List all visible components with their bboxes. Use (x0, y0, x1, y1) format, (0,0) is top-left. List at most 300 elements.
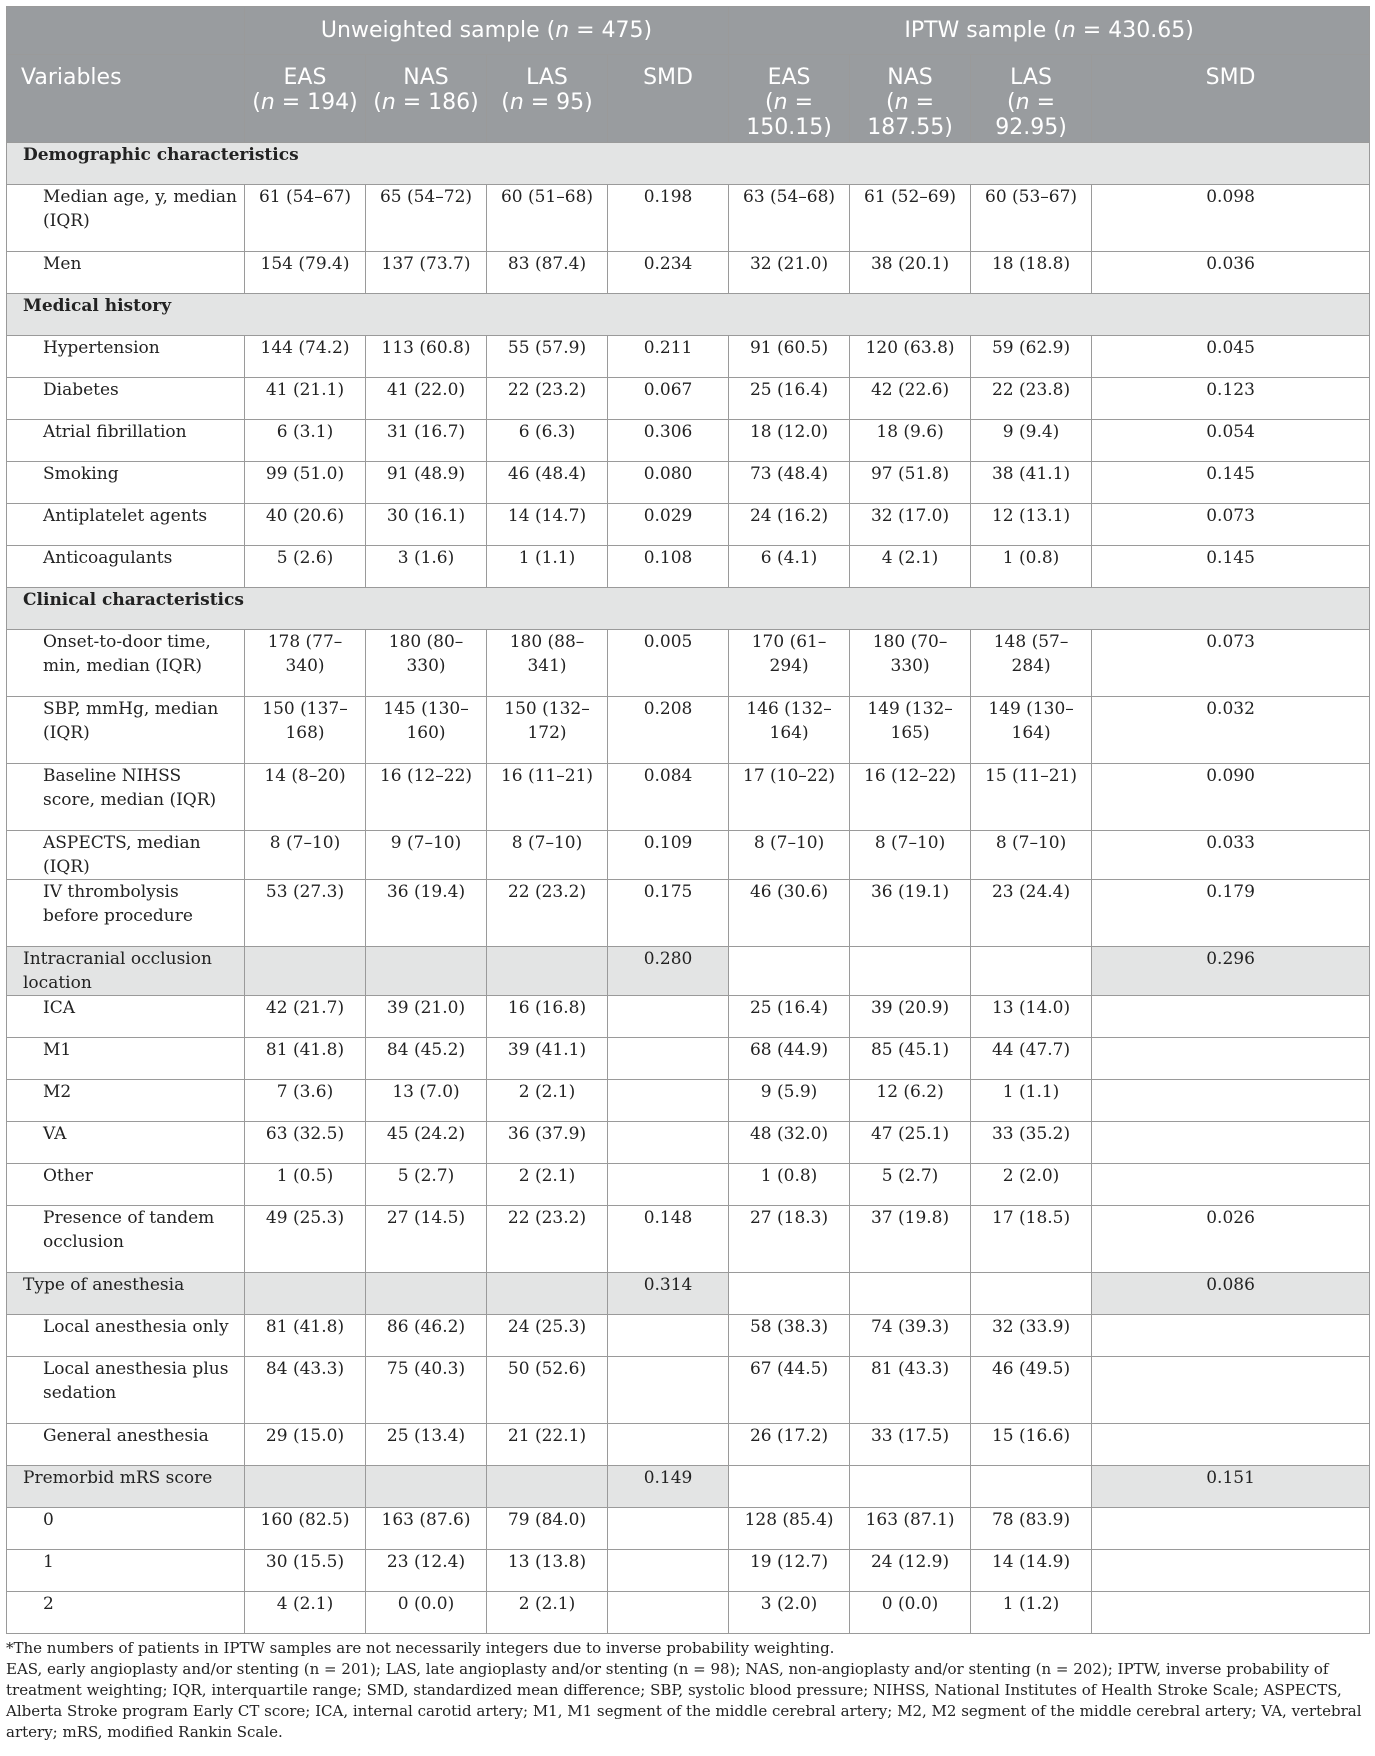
table-row (7, 1038, 1370, 1080)
table-cell (1092, 1592, 1370, 1634)
table-cell (729, 1273, 850, 1315)
table-cell: 53 (27.3) (245, 880, 366, 947)
table-cell: 79 (84.0) (487, 1508, 608, 1550)
table-cell: 65 (54–72) (366, 185, 487, 252)
table-cell: 38 (20.1) (850, 252, 971, 294)
table-cell: 0.090 (1092, 764, 1370, 831)
table-row (7, 336, 1370, 378)
row-label: Local anesthesia only (7, 1315, 245, 1357)
table-cell (850, 1466, 971, 1508)
table-row (7, 1206, 1370, 1273)
table-cell: 41 (22.0) (366, 378, 487, 420)
table-cell: 0.036 (1092, 252, 1370, 294)
table-cell (608, 996, 729, 1038)
row-label: VA (7, 1122, 245, 1164)
table-cell: 0.179 (1092, 880, 1370, 947)
column-header-las-iptw: LAS (n = 92.95) (971, 55, 1092, 143)
table-cell: 6 (4.1) (729, 546, 850, 588)
table-cell: 22 (23.2) (487, 1206, 608, 1273)
table-cell (1092, 1508, 1370, 1550)
table-cell: 26 (17.2) (729, 1424, 850, 1466)
table-cell: 0.234 (608, 252, 729, 294)
column-header-smd-unweighted: SMD (608, 55, 729, 143)
table-cell: 30 (16.1) (366, 504, 487, 546)
table-cell: 2 (2.0) (971, 1164, 1092, 1206)
table-cell (850, 1273, 971, 1315)
table-cell (366, 1466, 487, 1508)
table-cell: 6 (6.3) (487, 420, 608, 462)
row-label: Local anesthesia plus sedation (7, 1357, 245, 1424)
footnote-iptw: *The numbers of patients in IPTW samples are not necessarily integers due to inverse probability weighting. (6, 1639, 835, 1657)
table-cell: 13 (13.8) (487, 1550, 608, 1592)
table-cell: 24 (25.3) (487, 1315, 608, 1357)
table-cell: 120 (63.8) (850, 336, 971, 378)
table-cell: 97 (51.8) (850, 462, 971, 504)
column-header-nas-iptw: NAS (n = 187.55) (850, 55, 971, 143)
table-cell: 14 (14.7) (487, 504, 608, 546)
table-cell: 8 (7–10) (850, 831, 971, 880)
table-cell: 8 (7–10) (971, 831, 1092, 880)
table-row (7, 1424, 1370, 1466)
table-cell: 31 (16.7) (366, 420, 487, 462)
table-row (7, 1550, 1370, 1592)
table-cell (1092, 1122, 1370, 1164)
row-label: Medical history (7, 294, 1370, 336)
group-header-row (7, 1273, 1370, 1315)
table-cell: 0.084 (608, 764, 729, 831)
table-cell: 45 (24.2) (366, 1122, 487, 1164)
table-cell: 0.280 (608, 947, 729, 996)
row-label: ASPECTS, median (IQR) (7, 831, 245, 880)
row-label: Baseline NIHSS score, median (IQR) (7, 764, 245, 831)
table-row (7, 1164, 1370, 1206)
table-cell: 48 (32.0) (729, 1122, 850, 1164)
table-footnotes (6, 1638, 1369, 1743)
table-row (7, 880, 1370, 947)
table-cell: 81 (41.8) (245, 1038, 366, 1080)
table-cell: 154 (79.4) (245, 252, 366, 294)
table-row (7, 462, 1370, 504)
row-label: Diabetes (7, 378, 245, 420)
table-cell: 5 (2.6) (245, 546, 366, 588)
table-cell: 39 (20.9) (850, 996, 971, 1038)
table-cell: 15 (11–21) (971, 764, 1092, 831)
table-row (7, 630, 1370, 697)
row-label: Intracranial occlusion location (7, 947, 245, 996)
table-row (7, 1080, 1370, 1122)
table-cell: 50 (52.6) (487, 1357, 608, 1424)
table-cell: 24 (16.2) (729, 504, 850, 546)
table-cell: 67 (44.5) (729, 1357, 850, 1424)
table-cell: 180 (70–330) (850, 630, 971, 697)
row-label: 0 (7, 1508, 245, 1550)
table-cell: 91 (60.5) (729, 336, 850, 378)
row-label: Atrial fibrillation (7, 420, 245, 462)
table-cell: 3 (1.6) (366, 546, 487, 588)
table-cell: 4 (2.1) (245, 1592, 366, 1634)
table-cell: 46 (48.4) (487, 462, 608, 504)
table-cell (1092, 1424, 1370, 1466)
table-cell (1092, 1164, 1370, 1206)
table-cell: 22 (23.2) (487, 880, 608, 947)
table-cell (608, 1424, 729, 1466)
table-cell: 47 (25.1) (850, 1122, 971, 1164)
table-cell (971, 1466, 1092, 1508)
table-cell: 19 (12.7) (729, 1550, 850, 1592)
table-cell: 74 (39.3) (850, 1315, 971, 1357)
table-cell: 0.032 (1092, 697, 1370, 764)
table-cell (245, 1273, 366, 1315)
table-cell: 32 (21.0) (729, 252, 850, 294)
table-cell: 84 (45.2) (366, 1038, 487, 1080)
row-label: Clinical characteristics (7, 588, 1370, 630)
row-label: Men (7, 252, 245, 294)
table-cell: 0.054 (1092, 420, 1370, 462)
row-label: Onset-to-door time, min, median (IQR) (7, 630, 245, 697)
table-cell (1092, 1357, 1370, 1424)
header-unweighted-sample: Unweighted sample (n = 475) (245, 7, 729, 55)
table-cell: 84 (43.3) (245, 1357, 366, 1424)
table-row (7, 1592, 1370, 1634)
table-cell: 150 (137–168) (245, 697, 366, 764)
table-cell (366, 947, 487, 996)
table-cell: 1 (1.1) (487, 546, 608, 588)
table-cell: 86 (46.2) (366, 1315, 487, 1357)
table-cell: 180 (80–330) (366, 630, 487, 697)
table-cell: 16 (11–21) (487, 764, 608, 831)
row-label: Median age, y, median (IQR) (7, 185, 245, 252)
table-cell: 46 (49.5) (971, 1357, 1092, 1424)
table-row (7, 420, 1370, 462)
column-header-eas-iptw: EAS (n = 150.15) (729, 55, 850, 143)
row-label: M1 (7, 1038, 245, 1080)
table-cell: 16 (12–22) (850, 764, 971, 831)
table-cell: 17 (18.5) (971, 1206, 1092, 1273)
table-cell: 0.198 (608, 185, 729, 252)
table-cell: 0.086 (1092, 1273, 1370, 1315)
footnote-abbreviations: EAS, early angioplasty and/or stenting (n = 201); LAS, late angioplasty and/or stenting (n = 98); NAS, non-angioplasty and/or stenting (n = 202); IPTW, inverse probability of treatment weighting; IQR, interquartile range; SMD, standardized mean difference; SBP, systolic blood pressure; NIHSS, National Institutes of Health Stroke Scale; ASPECTS, Alberta Stroke program Early CT score; ICA, internal carotid artery; M1, M1 segment of the middle cerebral artery; M2, M2 segment of the middle cerebral artery; VA, vertebral artery; mRS, modified Rankin Scale. (6, 1660, 1362, 1741)
table-cell: 113 (60.8) (366, 336, 487, 378)
table-cell: 61 (52–69) (850, 185, 971, 252)
header-iptw-sample: IPTW sample (n = 430.65) (729, 7, 1370, 55)
table-cell: 128 (85.4) (729, 1508, 850, 1550)
table-row (7, 1357, 1370, 1424)
table-cell: 1 (0.8) (729, 1164, 850, 1206)
table-cell: 9 (5.9) (729, 1080, 850, 1122)
table-cell: 38 (41.1) (971, 462, 1092, 504)
table-cell: 8 (7–10) (487, 831, 608, 880)
table-cell (1092, 1080, 1370, 1122)
column-header-smd-iptw: SMD (1092, 55, 1370, 143)
table-cell: 33 (35.2) (971, 1122, 1092, 1164)
table-row (7, 185, 1370, 252)
table-cell: 149 (130–164) (971, 697, 1092, 764)
table-cell: 0.211 (608, 336, 729, 378)
table-cell: 68 (44.9) (729, 1038, 850, 1080)
section-header-row (7, 294, 1370, 336)
table-cell: 0.151 (1092, 1466, 1370, 1508)
table-cell: 145 (130–160) (366, 697, 487, 764)
table-cell: 49 (25.3) (245, 1206, 366, 1273)
column-header-nas-unweighted: NAS (n = 186) (366, 55, 487, 143)
table-cell: 32 (33.9) (971, 1315, 1092, 1357)
table-cell: 0 (0.0) (850, 1592, 971, 1634)
table-cell (850, 947, 971, 996)
table-cell: 18 (12.0) (729, 420, 850, 462)
table-row (7, 831, 1370, 880)
table-cell: 12 (13.1) (971, 504, 1092, 546)
table-cell: 0.208 (608, 697, 729, 764)
table-cell: 29 (15.0) (245, 1424, 366, 1466)
table-cell (487, 947, 608, 996)
row-label: Smoking (7, 462, 245, 504)
table-cell: 30 (15.5) (245, 1550, 366, 1592)
table-cell (245, 947, 366, 996)
table-cell: 21 (22.1) (487, 1424, 608, 1466)
table-cell: 6 (3.1) (245, 420, 366, 462)
table-cell: 0.123 (1092, 378, 1370, 420)
table-cell: 0.026 (1092, 1206, 1370, 1273)
table-cell: 163 (87.6) (366, 1508, 487, 1550)
table-cell: 0.109 (608, 831, 729, 880)
row-label: Anticoagulants (7, 546, 245, 588)
table-cell: 4 (2.1) (850, 546, 971, 588)
table-cell: 0.098 (1092, 185, 1370, 252)
column-header-eas-unweighted: EAS (n = 194) (245, 55, 366, 143)
table-cell: 17 (10–22) (729, 764, 850, 831)
table-cell: 0.073 (1092, 504, 1370, 546)
row-label: Antiplatelet agents (7, 504, 245, 546)
table-cell: 81 (41.8) (245, 1315, 366, 1357)
table-cell: 63 (32.5) (245, 1122, 366, 1164)
table-cell: 42 (21.7) (245, 996, 366, 1038)
table-cell: 5 (2.7) (850, 1164, 971, 1206)
table-cell: 36 (19.1) (850, 880, 971, 947)
table-cell: 0.149 (608, 1466, 729, 1508)
table-cell: 8 (7–10) (729, 831, 850, 880)
table-cell: 14 (14.9) (971, 1550, 1092, 1592)
table-cell: 2 (2.1) (487, 1080, 608, 1122)
table-cell: 59 (62.9) (971, 336, 1092, 378)
table-cell: 33 (17.5) (850, 1424, 971, 1466)
table-cell: 178 (77–340) (245, 630, 366, 697)
row-label: IV thrombolysis before procedure (7, 880, 245, 947)
table-row (7, 697, 1370, 764)
table-cell: 180 (88–341) (487, 630, 608, 697)
header-variables: Variables (7, 55, 245, 143)
table-cell (608, 1038, 729, 1080)
table-cell: 81 (43.3) (850, 1357, 971, 1424)
table-cell: 0 (0.0) (366, 1592, 487, 1634)
table-cell (608, 1080, 729, 1122)
table-cell: 0.148 (608, 1206, 729, 1273)
table-cell: 0.314 (608, 1273, 729, 1315)
table-cell: 0.306 (608, 420, 729, 462)
table-cell: 46 (30.6) (729, 880, 850, 947)
table-cell: 22 (23.2) (487, 378, 608, 420)
table-cell (366, 1273, 487, 1315)
table-cell: 36 (37.9) (487, 1122, 608, 1164)
table-row (7, 252, 1370, 294)
table-cell (971, 947, 1092, 996)
table-cell (971, 1273, 1092, 1315)
table-cell: 146 (132–164) (729, 697, 850, 764)
table-cell: 75 (40.3) (366, 1357, 487, 1424)
table-cell: 15 (16.6) (971, 1424, 1092, 1466)
table-cell: 63 (54–68) (729, 185, 850, 252)
table-cell: 18 (18.8) (971, 252, 1092, 294)
table-cell: 3 (2.0) (729, 1592, 850, 1634)
table-cell: 0.080 (608, 462, 729, 504)
row-label: Presence of tandem occlusion (7, 1206, 245, 1273)
table-cell: 9 (9.4) (971, 420, 1092, 462)
table-cell: 42 (22.6) (850, 378, 971, 420)
section-header-row (7, 588, 1370, 630)
table-cell: 1 (0.8) (971, 546, 1092, 588)
row-label: Demographic characteristics (7, 143, 1370, 185)
table-cell: 73 (48.4) (729, 462, 850, 504)
table-cell (1092, 1315, 1370, 1357)
table-cell: 2 (2.1) (487, 1592, 608, 1634)
table-cell: 137 (73.7) (366, 252, 487, 294)
table-body (7, 143, 1370, 1634)
row-label: Other (7, 1164, 245, 1206)
row-label: Premorbid mRS score (7, 1466, 245, 1508)
table-cell: 0.033 (1092, 831, 1370, 880)
table-cell: 58 (38.3) (729, 1315, 850, 1357)
table-cell: 37 (19.8) (850, 1206, 971, 1273)
table-cell: 0.145 (1092, 546, 1370, 588)
table-cell: 13 (14.0) (971, 996, 1092, 1038)
table-cell: 148 (57–284) (971, 630, 1092, 697)
table-cell: 39 (21.0) (366, 996, 487, 1038)
table-cell: 0.005 (608, 630, 729, 697)
table-cell: 83 (87.4) (487, 252, 608, 294)
table-cell: 1 (1.2) (971, 1592, 1092, 1634)
table-cell: 60 (53–67) (971, 185, 1092, 252)
table-cell: 170 (61–294) (729, 630, 850, 697)
row-label: M2 (7, 1080, 245, 1122)
table-cell: 12 (6.2) (850, 1080, 971, 1122)
table-cell (1092, 1550, 1370, 1592)
table-cell: 41 (21.1) (245, 378, 366, 420)
table-cell (245, 1466, 366, 1508)
header-blank-cell (7, 7, 245, 55)
table-cell: 55 (57.9) (487, 336, 608, 378)
table-cell: 1 (0.5) (245, 1164, 366, 1206)
table-cell: 85 (45.1) (850, 1038, 971, 1080)
table-cell: 60 (51–68) (487, 185, 608, 252)
table-cell: 18 (9.6) (850, 420, 971, 462)
row-label: ICA (7, 996, 245, 1038)
table-cell (608, 1508, 729, 1550)
table-cell: 0.175 (608, 880, 729, 947)
table-cell: 91 (48.9) (366, 462, 487, 504)
table-cell: 9 (7–10) (366, 831, 487, 880)
table-cell (608, 1122, 729, 1164)
table-cell: 78 (83.9) (971, 1508, 1092, 1550)
table-cell: 1 (1.1) (971, 1080, 1092, 1122)
table-cell: 16 (12–22) (366, 764, 487, 831)
table-cell: 7 (3.6) (245, 1080, 366, 1122)
table-row (7, 1315, 1370, 1357)
table-cell: 0.067 (608, 378, 729, 420)
table-cell: 5 (2.7) (366, 1164, 487, 1206)
table-cell: 44 (47.7) (971, 1038, 1092, 1080)
row-label: Type of anesthesia (7, 1273, 245, 1315)
table-cell: 25 (16.4) (729, 996, 850, 1038)
table-cell: 0.073 (1092, 630, 1370, 697)
table-row (7, 504, 1370, 546)
table-cell (1092, 996, 1370, 1038)
table-cell: 0.108 (608, 546, 729, 588)
table-cell: 144 (74.2) (245, 336, 366, 378)
table-cell: 160 (82.5) (245, 1508, 366, 1550)
table-cell (608, 1550, 729, 1592)
baseline-characteristics-table (6, 6, 1370, 1634)
table-cell: 23 (24.4) (971, 880, 1092, 947)
table-cell: 0.045 (1092, 336, 1370, 378)
table-row (7, 1122, 1370, 1164)
table-cell (608, 1592, 729, 1634)
table-row (7, 378, 1370, 420)
row-label: 1 (7, 1550, 245, 1592)
table-cell: 36 (19.4) (366, 880, 487, 947)
section-header-row (7, 143, 1370, 185)
row-label: SBP, mmHg, median (IQR) (7, 697, 245, 764)
table-cell: 163 (87.1) (850, 1508, 971, 1550)
table-cell: 16 (16.8) (487, 996, 608, 1038)
table-cell: 23 (12.4) (366, 1550, 487, 1592)
table-cell: 0.029 (608, 504, 729, 546)
table-cell (608, 1164, 729, 1206)
table-row (7, 1508, 1370, 1550)
table-cell (729, 1466, 850, 1508)
table-cell: 0.296 (1092, 947, 1370, 996)
table-cell: 14 (8–20) (245, 764, 366, 831)
table-cell: 13 (7.0) (366, 1080, 487, 1122)
table-cell: 27 (18.3) (729, 1206, 850, 1273)
row-label: General anesthesia (7, 1424, 245, 1466)
table-cell: 39 (41.1) (487, 1038, 608, 1080)
table-cell (487, 1466, 608, 1508)
group-header-row (7, 1466, 1370, 1508)
table-cell: 25 (16.4) (729, 378, 850, 420)
table-row (7, 996, 1370, 1038)
table-cell: 149 (132–165) (850, 697, 971, 764)
table-cell (608, 1315, 729, 1357)
table-row (7, 546, 1370, 588)
row-label: Hypertension (7, 336, 245, 378)
row-label: 2 (7, 1592, 245, 1634)
table-cell (608, 1357, 729, 1424)
table-cell (1092, 1038, 1370, 1080)
table-cell: 150 (132–172) (487, 697, 608, 764)
table-cell: 24 (12.9) (850, 1550, 971, 1592)
column-header-las-unweighted: LAS (n = 95) (487, 55, 608, 143)
table-cell: 8 (7–10) (245, 831, 366, 880)
table-cell: 40 (20.6) (245, 504, 366, 546)
table-cell (729, 947, 850, 996)
table-cell: 2 (2.1) (487, 1164, 608, 1206)
table-row (7, 764, 1370, 831)
table-cell: 22 (23.8) (971, 378, 1092, 420)
table-container (6, 6, 1369, 1743)
table-cell: 61 (54–67) (245, 185, 366, 252)
group-header-row (7, 947, 1370, 996)
table-cell: 25 (13.4) (366, 1424, 487, 1466)
table-cell (487, 1273, 608, 1315)
